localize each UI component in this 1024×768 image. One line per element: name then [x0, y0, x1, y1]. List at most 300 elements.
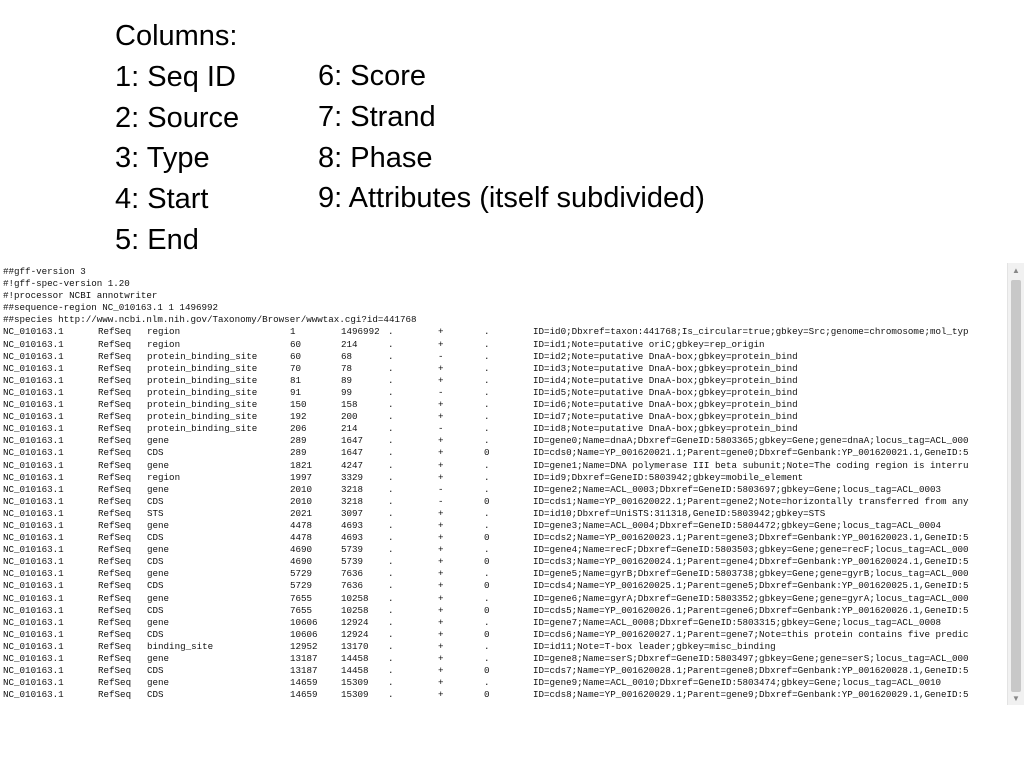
- cell-strand: -: [438, 350, 444, 362]
- cell-strand: +: [438, 568, 444, 580]
- cell-end: 158: [341, 399, 358, 411]
- cell-source: RefSeq: [98, 374, 132, 386]
- cell-score: .: [388, 362, 394, 374]
- cell-attributes: ID=id10;Dbxref=UniSTS:311318,GeneID:5803942;gbkey=STS: [533, 507, 826, 519]
- cell-strand: +: [438, 653, 444, 664]
- cell-seq-id: NC_010163.1: [3, 447, 64, 459]
- cell-type: protein_binding_site: [147, 374, 258, 386]
- cell-strand: -: [438, 483, 444, 495]
- cell-phase: 0: [484, 532, 490, 544]
- cell-phase: .: [484, 374, 490, 386]
- gff-feature-row: [3, 629, 1005, 641]
- cell-source: RefSeq: [98, 423, 132, 435]
- cell-source: RefSeq: [98, 532, 132, 544]
- cell-source: RefSeq: [98, 338, 132, 350]
- cell-end: 7636: [341, 580, 364, 592]
- gff-feature-row: [3, 605, 1005, 617]
- cell-score: .: [388, 459, 394, 471]
- cell-phase: .: [484, 592, 490, 604]
- cell-source: RefSeq: [98, 640, 132, 652]
- cell-phase: .: [484, 677, 490, 689]
- column-legend-right: [318, 56, 705, 219]
- cell-phase: .: [484, 568, 490, 580]
- cell-source: RefSeq: [98, 471, 132, 483]
- cell-phase: 0: [484, 495, 490, 507]
- cell-source: RefSeq: [98, 592, 132, 604]
- cell-type: CDS: [147, 447, 164, 459]
- cell-seq-id: NC_010163.1: [3, 519, 64, 531]
- cell-type: CDS: [147, 580, 164, 592]
- cell-start: 13187: [290, 665, 318, 677]
- cell-type: protein_binding_site: [147, 362, 258, 374]
- cell-start: 192: [290, 411, 307, 423]
- cell-phase: .: [484, 471, 490, 483]
- cell-score: .: [388, 338, 394, 350]
- cell-seq-id: NC_010163.1: [3, 386, 64, 398]
- gff-feature-rows: [3, 326, 1005, 701]
- cell-start: 2010: [290, 495, 313, 507]
- cell-seq-id: NC_010163.1: [3, 628, 64, 640]
- cell-end: 13170: [341, 640, 369, 652]
- cell-phase: .: [484, 459, 490, 471]
- cell-phase: .: [484, 616, 490, 628]
- cell-type: protein_binding_site: [147, 386, 258, 398]
- cell-end: 12924: [341, 616, 369, 628]
- gff-feature-row: [3, 617, 1005, 629]
- cell-start: 2010: [290, 483, 313, 495]
- cell-attributes: ID=gene9;Name=ACL_0010;Dbxref=GeneID:5803474;gbkey=Gene;locus_tag=ACL_0010: [533, 677, 941, 689]
- cell-type: gene: [147, 677, 170, 689]
- gff-feature-row: [3, 339, 1005, 351]
- cell-source: RefSeq: [98, 519, 132, 531]
- cell-strand: +: [438, 628, 444, 640]
- cell-end: 10258: [341, 604, 369, 616]
- gff-header-line: #!processor NCBI annotwriter: [3, 290, 158, 302]
- gff-feature-row: [3, 653, 1005, 665]
- cell-strand: +: [438, 507, 444, 519]
- cell-attributes: ID=gene8;Name=serS;Dbxref=GeneID:5803497;gbkey=Gene;gene=serS;locus_tag=ACL_000: [533, 653, 969, 664]
- cell-source: RefSeq: [98, 616, 132, 628]
- cell-type: CDS: [147, 628, 164, 640]
- cell-attributes: ID=gene4;Name=recF;Dbxref=GeneID:5803503;gbkey=Gene;gene=recF;locus_tag=ACL_000: [533, 544, 969, 556]
- cell-strand: +: [438, 338, 444, 350]
- cell-source: RefSeq: [98, 677, 132, 689]
- cell-phase: 0: [484, 580, 490, 592]
- cell-score: .: [388, 532, 394, 544]
- cell-attributes: ID=cds3;Name=YP_001620024.1;Parent=gene4;Dbxref=Genbank:YP_001620024.1,GeneID:5: [533, 556, 969, 568]
- cell-end: 5739: [341, 556, 364, 568]
- legend-item-phase: 8: Phase: [318, 141, 433, 174]
- cell-type: gene: [147, 544, 170, 556]
- cell-end: 5739: [341, 544, 364, 556]
- cell-strand: +: [438, 665, 444, 677]
- gff-feature-row: [3, 435, 1005, 447]
- cell-attributes: ID=id7;Note=putative DnaA-box;gbkey=protein_bind: [533, 411, 798, 423]
- cell-type: protein_binding_site: [147, 399, 258, 411]
- cell-type: protein_binding_site: [147, 350, 258, 362]
- cell-score: .: [388, 665, 394, 677]
- gff-feature-row: [3, 593, 1005, 605]
- cell-strand: +: [438, 459, 444, 471]
- cell-source: RefSeq: [98, 326, 132, 338]
- cell-phase: .: [484, 423, 490, 435]
- cell-source: RefSeq: [98, 665, 132, 677]
- cell-attributes: ID=gene0;Name=dnaA;Dbxref=GeneID:5803365;gbkey=Gene;gene=dnaA;locus_tag=ACL_000: [533, 435, 969, 447]
- cell-end: 7636: [341, 568, 364, 580]
- gff-header-line: ##gff-version 3: [3, 266, 86, 277]
- cell-source: RefSeq: [98, 653, 132, 664]
- cell-seq-id: NC_010163.1: [3, 435, 64, 447]
- gff-feature-row: [3, 641, 1005, 653]
- legend-item-score: 6: Score: [318, 60, 426, 92]
- cell-start: 4478: [290, 532, 313, 544]
- cell-attributes: ID=id1;Note=putative oriC;gbkey=rep_origin: [533, 338, 765, 350]
- cell-start: 10606: [290, 616, 318, 628]
- cell-score: .: [388, 580, 394, 592]
- cell-score: .: [388, 568, 394, 580]
- cell-source: RefSeq: [98, 459, 132, 471]
- cell-start: 13187: [290, 653, 318, 664]
- gff-feature-row: [3, 677, 1005, 689]
- cell-source: RefSeq: [98, 544, 132, 556]
- gff-feature-row: [3, 363, 1005, 375]
- cell-source: RefSeq: [98, 628, 132, 640]
- cell-start: 14659: [290, 677, 318, 689]
- cell-phase: .: [484, 507, 490, 519]
- cell-phase: 0: [484, 604, 490, 616]
- cell-start: 206: [290, 423, 307, 435]
- gff-text-content[interactable]: [3, 266, 1005, 701]
- cell-phase: 0: [484, 556, 490, 568]
- cell-seq-id: NC_010163.1: [3, 677, 64, 689]
- cell-strand: +: [438, 544, 444, 556]
- cell-seq-id: NC_010163.1: [3, 689, 64, 701]
- cell-strand: +: [438, 556, 444, 568]
- gff-feature-row: [3, 484, 1005, 496]
- cell-phase: 0: [484, 628, 490, 640]
- cell-end: 3097: [341, 507, 364, 519]
- cell-score: .: [388, 507, 394, 519]
- cell-type: binding_site: [147, 640, 214, 652]
- cell-phase: .: [484, 326, 490, 338]
- cell-source: RefSeq: [98, 689, 132, 701]
- cell-phase: .: [484, 544, 490, 556]
- gff-feature-row: [3, 460, 1005, 472]
- cell-strand: +: [438, 592, 444, 604]
- cell-source: RefSeq: [98, 362, 132, 374]
- legend-item-seq-id: 1: Seq ID: [115, 60, 236, 93]
- gff-feature-row: [3, 423, 1005, 435]
- cell-type: CDS: [147, 556, 164, 568]
- cell-type: protein_binding_site: [147, 423, 258, 435]
- cell-start: 289: [290, 435, 307, 447]
- cell-type: CDS: [147, 495, 164, 507]
- gff-feature-row: [3, 351, 1005, 363]
- cell-end: 214: [341, 338, 358, 350]
- cell-end: 1647: [341, 447, 364, 459]
- cell-phase: .: [484, 350, 490, 362]
- cell-start: 12952: [290, 640, 318, 652]
- legend-item-type: 3: Type: [115, 142, 210, 175]
- cell-score: .: [388, 447, 394, 459]
- cell-seq-id: NC_010163.1: [3, 411, 64, 423]
- cell-attributes: ID=gene5;Name=gyrB;Dbxref=GeneID:5803738;gbkey=Gene;gene=gyrB;locus_tag=ACL_000: [533, 568, 969, 580]
- cell-seq-id: NC_010163.1: [3, 350, 64, 362]
- cell-score: .: [388, 628, 394, 640]
- cell-score: .: [388, 519, 394, 531]
- cell-end: 89: [341, 374, 353, 386]
- cell-attributes: ID=gene3;Name=ACL_0004;Dbxref=GeneID:5804472;gbkey=Gene;locus_tag=ACL_0004: [533, 519, 941, 531]
- cell-score: .: [388, 350, 394, 362]
- cell-start: 2021: [290, 507, 313, 519]
- cell-source: RefSeq: [98, 580, 132, 592]
- cell-score: .: [388, 677, 394, 689]
- gff-feature-row: [3, 665, 1005, 677]
- gff-feature-row: [3, 375, 1005, 387]
- legend-item-start: 4: Start: [115, 183, 209, 216]
- cell-strand: +: [438, 435, 444, 447]
- cell-seq-id: NC_010163.1: [3, 653, 64, 664]
- cell-seq-id: NC_010163.1: [3, 592, 64, 604]
- cell-seq-id: NC_010163.1: [3, 616, 64, 628]
- cell-strand: +: [438, 411, 444, 423]
- cell-phase: .: [484, 483, 490, 495]
- gff-feature-row: [3, 496, 1005, 508]
- cell-strand: -: [438, 495, 444, 507]
- cell-type: gene: [147, 459, 170, 471]
- cell-type: gene: [147, 616, 170, 628]
- column-legend-left: [115, 16, 239, 261]
- cell-phase: 0: [484, 689, 490, 701]
- cell-attributes: ID=cds0;Name=YP_001620021.1;Parent=gene0;Dbxref=Genbank:YP_001620021.1,GeneID:5: [533, 447, 969, 459]
- legend-heading: Columns:: [115, 20, 238, 52]
- gff-feature-row: [3, 689, 1005, 701]
- cell-start: 1: [290, 326, 296, 338]
- cell-seq-id: NC_010163.1: [3, 423, 64, 435]
- cell-score: .: [388, 689, 394, 701]
- cell-phase: 0: [484, 665, 490, 677]
- cell-source: RefSeq: [98, 447, 132, 459]
- cell-phase: .: [484, 640, 490, 652]
- gff-feature-row: [3, 568, 1005, 580]
- cell-end: 200: [341, 411, 358, 423]
- cell-strand: +: [438, 374, 444, 386]
- gff-header-line: ##species http://www.ncbi.nlm.nih.gov/Taxonomy/Browser/wwwtax.cgi?id=441768: [3, 314, 417, 326]
- cell-attributes: ID=cds7;Name=YP_001620028.1;Parent=gene8;Dbxref=Genbank:YP_001620028.1,GeneID:5: [533, 665, 969, 677]
- cell-attributes: ID=id5;Note=putative DnaA-box;gbkey=protein_bind: [533, 386, 798, 398]
- cell-score: .: [388, 483, 394, 495]
- gff-feature-row: [3, 508, 1005, 520]
- cell-score: .: [388, 604, 394, 616]
- cell-type: STS: [147, 507, 164, 519]
- cell-seq-id: NC_010163.1: [3, 483, 64, 495]
- legend-item-source: 2: Source: [115, 101, 240, 134]
- cell-attributes: ID=gene2;Name=ACL_0003;Dbxref=GeneID:5803697;gbkey=Gene;locus_tag=ACL_0003: [533, 483, 941, 495]
- cell-start: 60: [290, 350, 302, 362]
- cell-start: 81: [290, 374, 302, 386]
- cell-seq-id: NC_010163.1: [3, 471, 64, 483]
- cell-source: RefSeq: [98, 495, 132, 507]
- cell-phase: .: [484, 399, 490, 411]
- cell-type: CDS: [147, 532, 164, 544]
- cell-attributes: ID=cds1;Name=YP_001620022.1;Parent=gene2;Note=horizontally transferred from any: [533, 495, 969, 507]
- cell-type: gene: [147, 592, 170, 604]
- cell-type: protein_binding_site: [147, 411, 258, 423]
- cell-start: 4478: [290, 519, 313, 531]
- cell-attributes: ID=gene1;Name=DNA polymerase III beta subunit;Note=The coding region is interru: [533, 459, 969, 471]
- cell-end: 4693: [341, 532, 364, 544]
- cell-seq-id: NC_010163.1: [3, 326, 64, 338]
- cell-seq-id: NC_010163.1: [3, 507, 64, 519]
- cell-attributes: ID=gene6;Name=gyrA;Dbxref=GeneID:5803352;gbkey=Gene;gene=gyrA;locus_tag=ACL_000: [533, 592, 969, 604]
- cell-strand: -: [438, 386, 444, 398]
- cell-strand: +: [438, 362, 444, 374]
- cell-attributes: ID=id3;Note=putative DnaA-box;gbkey=protein_bind: [533, 362, 798, 374]
- cell-strand: +: [438, 471, 444, 483]
- legend-item-attributes: 9: Attributes (itself subdivided): [318, 182, 705, 215]
- gff-feature-row: [3, 472, 1005, 484]
- cell-attributes: ID=cds5;Name=YP_001620026.1;Parent=gene6;Dbxref=Genbank:YP_001620026.1,GeneID:5: [533, 604, 969, 616]
- cell-attributes: ID=cds6;Name=YP_001620027.1;Parent=gene7;Note=this protein contains five predic: [533, 628, 969, 640]
- cell-seq-id: NC_010163.1: [3, 604, 64, 616]
- gff-header-line: #!gff-spec-version 1.20: [3, 278, 130, 290]
- cell-strand: +: [438, 689, 444, 701]
- cell-score: .: [388, 616, 394, 628]
- cell-score: .: [388, 374, 394, 386]
- cell-start: 4690: [290, 544, 313, 556]
- gff-header-line: ##sequence-region NC_010163.1 1 1496992: [3, 302, 219, 314]
- cell-end: 10258: [341, 592, 369, 604]
- cell-start: 7655: [290, 592, 313, 604]
- cell-score: .: [388, 326, 394, 338]
- cell-seq-id: NC_010163.1: [3, 532, 64, 544]
- cell-source: RefSeq: [98, 435, 132, 447]
- cell-strand: +: [438, 532, 444, 544]
- scroll-thumb[interactable]: [1011, 280, 1021, 692]
- gff-feature-row: [3, 544, 1005, 556]
- cell-start: 1821: [290, 459, 313, 471]
- cell-attributes: ID=id11;Note=T-box leader;gbkey=misc_binding: [533, 640, 776, 652]
- cell-strand: +: [438, 616, 444, 628]
- cell-end: 214: [341, 423, 358, 435]
- cell-type: region: [147, 326, 181, 338]
- cell-start: 1997: [290, 471, 313, 483]
- cell-end: 3218: [341, 483, 364, 495]
- cell-type: CDS: [147, 604, 164, 616]
- cell-end: 4247: [341, 459, 364, 471]
- cell-source: RefSeq: [98, 411, 132, 423]
- cell-score: .: [388, 386, 394, 398]
- gff-file-viewer: [0, 263, 1024, 705]
- cell-attributes: ID=cds2;Name=YP_001620023.1;Parent=gene3;Dbxref=Genbank:YP_001620023.1,GeneID:5: [533, 532, 969, 544]
- cell-end: 15309: [341, 689, 369, 701]
- cell-source: RefSeq: [98, 568, 132, 580]
- cell-source: RefSeq: [98, 556, 132, 568]
- cell-start: 5729: [290, 568, 313, 580]
- cell-attributes: ID=cds8;Name=YP_001620029.1;Parent=gene9;Dbxref=Genbank:YP_001620029.1,GeneID:5: [533, 689, 969, 701]
- legend-item-end: 5: End: [115, 223, 199, 256]
- cell-type: gene: [147, 519, 170, 531]
- cell-attributes: ID=id0;Dbxref=taxon:441768;Is_circular=true;gbkey=Src;genome=chromosome;mol_typ: [533, 326, 969, 338]
- gff-feature-row: [3, 580, 1005, 592]
- cell-start: 150: [290, 399, 307, 411]
- cell-score: .: [388, 544, 394, 556]
- cell-seq-id: NC_010163.1: [3, 580, 64, 592]
- cell-seq-id: NC_010163.1: [3, 338, 64, 350]
- gff-feature-row: [3, 447, 1005, 459]
- vertical-scrollbar[interactable]: [1007, 263, 1024, 705]
- cell-start: 91: [290, 386, 302, 398]
- cell-seq-id: NC_010163.1: [3, 374, 64, 386]
- cell-score: .: [388, 411, 394, 423]
- cell-end: 12924: [341, 628, 369, 640]
- cell-score: .: [388, 495, 394, 507]
- gff-feature-row: [3, 556, 1005, 568]
- cell-phase: .: [484, 435, 490, 447]
- cell-attributes: ID=id8;Note=putative DnaA-box;gbkey=protein_bind: [533, 423, 798, 435]
- cell-source: RefSeq: [98, 507, 132, 519]
- cell-seq-id: NC_010163.1: [3, 544, 64, 556]
- cell-attributes: ID=id9;Dbxref=GeneID:5803942;gbkey=mobile_element: [533, 471, 804, 483]
- cell-score: .: [388, 640, 394, 652]
- cell-phase: .: [484, 362, 490, 374]
- cell-attributes: ID=id2;Note=putative DnaA-box;gbkey=protein_bind: [533, 350, 798, 362]
- cell-strand: +: [438, 640, 444, 652]
- cell-seq-id: NC_010163.1: [3, 459, 64, 471]
- scroll-down-arrow-icon[interactable]: ▼: [1012, 694, 1020, 703]
- cell-start: 60: [290, 338, 302, 350]
- cell-end: 14458: [341, 653, 369, 664]
- cell-end: 1496992: [341, 326, 380, 338]
- cell-score: .: [388, 423, 394, 435]
- cell-type: region: [147, 338, 181, 350]
- cell-seq-id: NC_010163.1: [3, 556, 64, 568]
- cell-start: 4690: [290, 556, 313, 568]
- cell-score: .: [388, 592, 394, 604]
- cell-phase: .: [484, 338, 490, 350]
- cell-source: RefSeq: [98, 483, 132, 495]
- cell-strand: -: [438, 423, 444, 435]
- cell-start: 10606: [290, 628, 318, 640]
- cell-end: 14458: [341, 665, 369, 677]
- cell-source: RefSeq: [98, 399, 132, 411]
- gff-feature-row: [3, 399, 1005, 411]
- cell-type: gene: [147, 653, 170, 664]
- cell-score: .: [388, 435, 394, 447]
- cell-start: 7655: [290, 604, 313, 616]
- cell-start: 14659: [290, 689, 318, 701]
- cell-end: 99: [341, 386, 353, 398]
- cell-phase: 0: [484, 447, 490, 459]
- cell-end: 78: [341, 362, 353, 374]
- cell-attributes: ID=gene7;Name=ACL_0008;Dbxref=GeneID:5803315;gbkey=Gene;locus_tag=ACL_0008: [533, 616, 941, 628]
- cell-phase: .: [484, 411, 490, 423]
- cell-source: RefSeq: [98, 604, 132, 616]
- cell-phase: .: [484, 386, 490, 398]
- gff-feature-row: [3, 520, 1005, 532]
- cell-end: 68: [341, 350, 353, 362]
- gff-feature-row: [3, 387, 1005, 399]
- cell-strand: +: [438, 326, 444, 338]
- cell-phase: .: [484, 519, 490, 531]
- scroll-up-arrow-icon[interactable]: ▲: [1012, 266, 1020, 275]
- cell-attributes: ID=id4;Note=putative DnaA-box;gbkey=protein_bind: [533, 374, 798, 386]
- gff-feature-row: [3, 411, 1005, 423]
- cell-strand: +: [438, 447, 444, 459]
- cell-score: .: [388, 556, 394, 568]
- cell-end: 4693: [341, 519, 364, 531]
- cell-attributes: ID=cds4;Name=YP_001620025.1;Parent=gene5;Dbxref=Genbank:YP_001620025.1,GeneID:5: [533, 580, 969, 592]
